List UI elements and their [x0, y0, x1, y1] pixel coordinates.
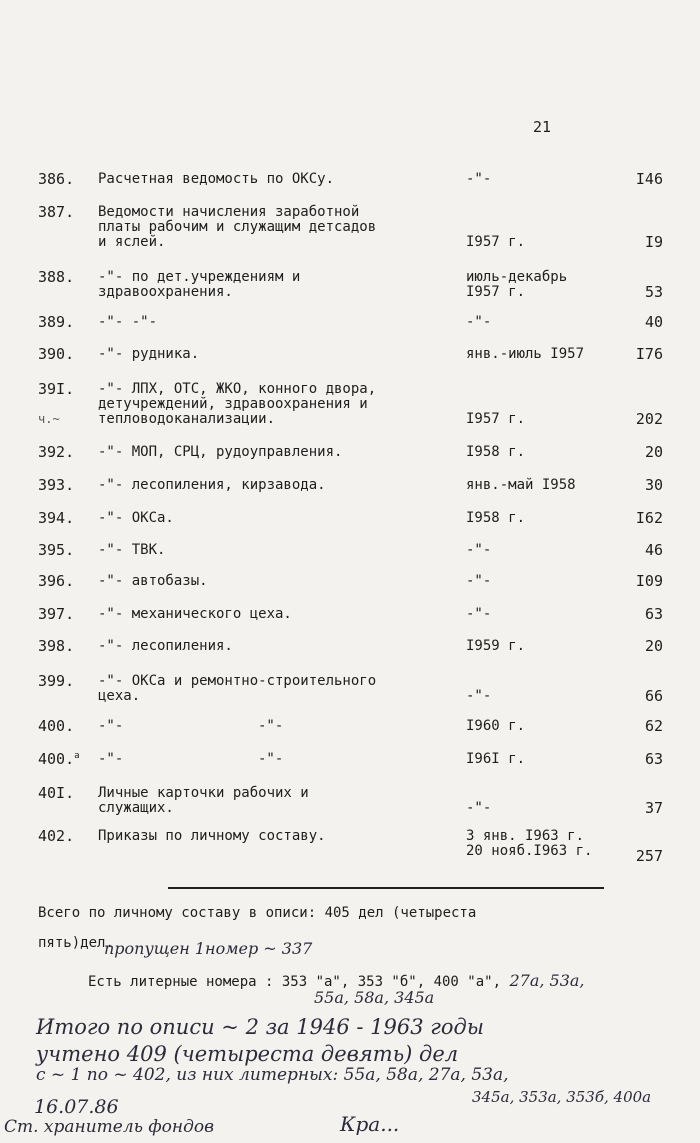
entry-number: 388. — [38, 268, 75, 286]
entry-sheet-count: 40 — [644, 313, 663, 331]
entry-title: -"- рудника. — [98, 346, 200, 362]
entry-date: -"- — [466, 573, 492, 589]
entry-date: I960 г. — [466, 718, 526, 734]
entry-date: янв.-май I958 — [466, 477, 576, 493]
entry-number-suffix: а — [74, 751, 80, 761]
entry-number: 398. — [38, 637, 75, 655]
entry-number: 394. — [38, 509, 75, 527]
entry-date: июль-декабрь I957 г. — [466, 269, 568, 300]
footer-date: 16.07.86 — [34, 1096, 119, 1118]
entry-title: -"- ОКСа. — [98, 510, 174, 526]
entry-sheet-count: 66 — [644, 687, 663, 705]
entry-sheet-count: 30 — [644, 476, 663, 494]
entry-sheet-count: 20 — [644, 637, 663, 655]
entry-title-ditto: -"- — [258, 718, 284, 734]
entry-date: -"- — [466, 606, 492, 622]
entry-date: -"- — [466, 171, 492, 187]
entry-number: 395. — [38, 541, 75, 559]
entry-title: Ведомости начисления заработной платы рабочим и служащим детсадов и яслей. — [98, 204, 377, 250]
entry-sheet-count: 20 — [644, 443, 663, 461]
entry-number: 400. — [38, 717, 75, 735]
entry-sheet-count: 53 — [644, 283, 663, 301]
separator-line — [168, 887, 604, 889]
entry-date: I957 г. — [466, 411, 526, 427]
entry-title: Личные карточки рабочих и служащих. — [98, 785, 309, 816]
entry-number: 387. — [38, 203, 75, 221]
entry-sheet-count: 46 — [644, 541, 663, 559]
entry-sheet-count: I9 — [644, 233, 663, 251]
entry-date: I957 г. — [466, 234, 526, 250]
entry-title: Расчетная ведомость по ОКСу. — [98, 171, 335, 187]
signature: Кра... — [340, 1112, 400, 1136]
entry-date: янв.-июль I957 — [466, 346, 585, 362]
entry-number: 39I. — [38, 380, 75, 398]
entry-date: I958 г. — [466, 510, 526, 526]
entry-sheet-count: 202 — [635, 410, 663, 428]
entry-title: -"- ОКСа и ремонтно-строительного цеха. — [98, 673, 377, 704]
literal-numbers-handwritten-1: 27а, 53а, — [509, 971, 585, 990]
entry-title: -"- лесопиления. — [98, 638, 233, 654]
handwritten-missing-note: пропущен 1номер ~ 337 — [104, 939, 313, 958]
summary-line-1: Всего по личному составу в описи: 405 дел (четыреста — [38, 905, 477, 921]
entry-number: 40I. — [38, 784, 75, 802]
page-number: 21 — [533, 118, 552, 136]
entry-sheet-count: 63 — [644, 750, 663, 768]
entry-sheet-count: I46 — [635, 170, 663, 188]
entry-number: 392. — [38, 443, 75, 461]
entry-title: -"- -"- — [98, 314, 158, 330]
entry-number: 393. — [38, 476, 75, 494]
footer-position: Ст. хранитель фондов — [4, 1117, 214, 1137]
entry-sheet-count: I09 — [635, 572, 663, 590]
handwritten-total-line-3: с ~ 1 по ~ 402, из них литерных: 55а, 58а, 27а, 53а, — [36, 1065, 509, 1085]
entry-date: I958 г. — [466, 444, 526, 460]
literal-numbers-handwritten-2: 55а, 58а, 345а — [314, 988, 435, 1007]
entry-title: -"- механического цеха. — [98, 606, 292, 622]
entry-sheet-count: 62 — [644, 717, 663, 735]
entry-number: 390. — [38, 345, 75, 363]
entry-number: 399. — [38, 672, 75, 690]
entry-number: 397. — [38, 605, 75, 623]
entry-sheet-count: 63 — [644, 605, 663, 623]
entry-number: 402. — [38, 827, 75, 845]
entry-title: -"- ТВК. — [98, 542, 166, 558]
entry-date: I96I г. — [466, 751, 526, 767]
handwritten-total-line-1: Итого по описи ~ 2 за 1946 - 1963 годы — [36, 1015, 484, 1039]
entry-title: -"- по дет.учреждениям и здравоохранения. — [98, 269, 301, 300]
entry-sheet-count: I76 — [635, 345, 663, 363]
entry-title: -"- МОП, СРЦ, рудоуправления. — [98, 444, 343, 460]
literal-numbers-text: Есть литерные номера : 353 "а", 353 "б", 400 "а", — [88, 974, 502, 990]
entry-date: -"- — [466, 688, 492, 704]
entry-title: Приказы по личному составу. — [98, 828, 326, 844]
entry-title: -"- ЛПХ, ОТС, ЖКО, конного двора, детучреждений, здравоохранения и тепловодоканализации. — [98, 381, 377, 427]
margin-mark: ч.~ — [38, 412, 60, 426]
entry-sheet-count: 257 — [635, 847, 663, 865]
handwritten-total-line-4: 345а, 353а, 353б, 400а — [472, 1088, 652, 1106]
entry-number: 400.$^а$ — [38, 750, 80, 768]
entry-title: -"- автобазы. — [98, 573, 208, 589]
entry-number: 386. — [38, 170, 75, 188]
entry-sheet-count: I62 — [635, 509, 663, 527]
entry-date: -"- — [466, 800, 492, 816]
entry-date: -"- — [466, 542, 492, 558]
entry-title-ditto: -"- — [258, 751, 284, 767]
entry-number: 396. — [38, 572, 75, 590]
entry-title: -"- — [98, 751, 124, 767]
entry-date: 3 янв. I963 г. 20 нояб.I963 г. — [466, 828, 593, 859]
entry-date: I959 г. — [466, 638, 526, 654]
entry-sheet-count: 37 — [644, 799, 663, 817]
summary-line-2: пять)дел. — [38, 935, 114, 951]
entry-number: 389. — [38, 313, 75, 331]
entry-title: -"- — [98, 718, 124, 734]
entry-title: -"- лесопиления, кирзавода. — [98, 477, 326, 493]
entry-date: -"- — [466, 314, 492, 330]
handwritten-total-line-2: учтено 409 (четыреста девять) дел — [36, 1042, 459, 1066]
